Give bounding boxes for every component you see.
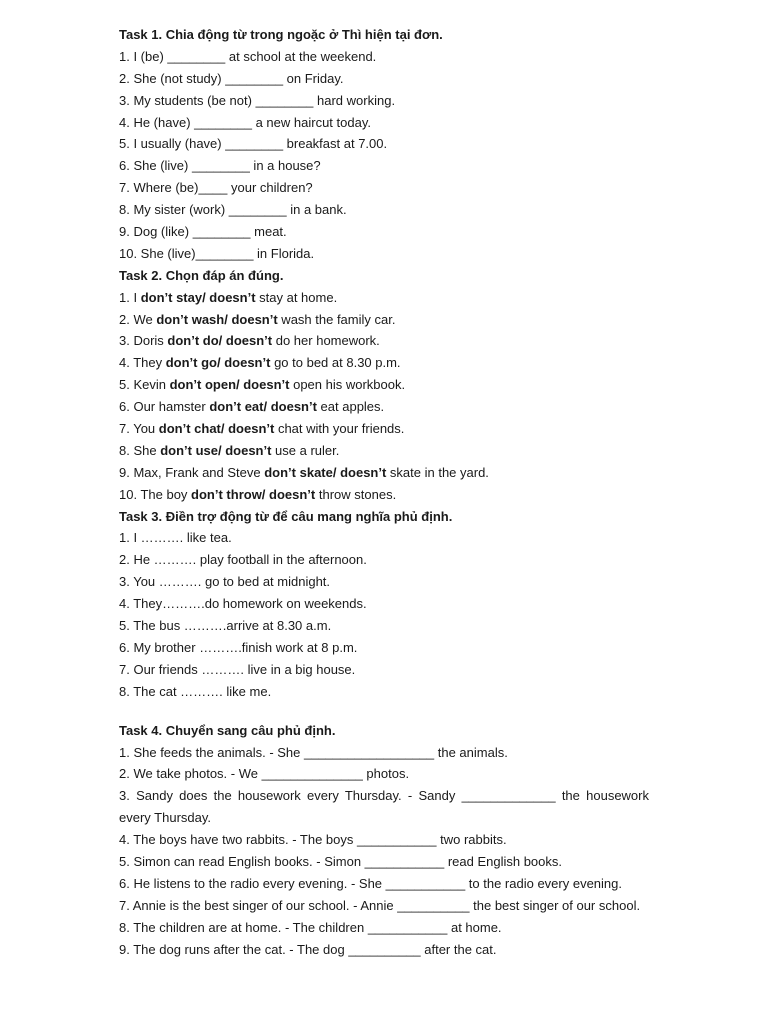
task2-item-choice: don’t eat/ doesn’t [209,399,317,415]
task2-item-prefix: 7. You [119,421,159,437]
task2-item-choice: don’t throw/ doesn’t [191,486,316,502]
worksheet-content [119,24,649,960]
task4-item: 4. The boys have two rabbits. - The boys ___________ two rabbits. [119,832,507,848]
task2-item-suffix: go to bed at 8.30 p.m. [270,355,401,371]
task3-item: 3. You ………. go to bed at midnight. [119,574,331,590]
task2-item-prefix: 4. They [119,355,166,371]
task2-item [119,352,649,374]
task2-item-prefix: 10. The boy [119,486,192,502]
task2-item [119,418,649,440]
task3-item: 8. The cat ………. like me. [119,683,272,699]
task4-item: 1. She feeds the animals. - She __________________ the animals. [119,744,508,760]
task3-title: Task 3. Điền trợ động từ để câu mang nghĩa phủ định. [119,508,453,524]
task2-item [119,309,649,331]
task2-item-choice: don’t go/ doesn’t [165,355,271,371]
task2-item-suffix: do her homework. [272,333,380,349]
task2-item [119,374,649,396]
task1-item: 10. She (live)________ in Florida. [119,245,315,261]
task3-item: 1. I ………. like tea. [119,530,232,546]
task1-item: 3. My students (be not) ________ hard working. [119,92,396,108]
task2-item-choice: don’t wash/ doesn’t [156,311,278,327]
task2-item-prefix: 9. Max, Frank and Steve [119,464,265,480]
task4-item: 3. Sandy does the housework every Thursday. - Sandy _____________ the housework every Thursday. [119,788,649,826]
task2-item-prefix: 6. Our hamster [119,399,210,415]
task1-item: 5. I usually (have) ________ breakfast at 7.00. [119,136,388,152]
task2-item [119,462,649,484]
task2-item-choice: don’t open/ doesn’t [169,377,290,393]
task2-item [119,330,649,352]
task2-item-choice: don’t use/ doesn’t [160,442,272,458]
task3-item: 4. They……….do homework on weekends. [119,596,367,612]
task1-item: 4. He (have) ________ a new haircut today. [119,114,371,130]
task2-item-suffix: use a ruler. [271,442,340,458]
task4-item: 9. The dog runs after the cat. - The dog __________ after the cat. [119,941,497,957]
task2-item-suffix: throw stones. [315,486,397,502]
task2-item-choice: don’t skate/ doesn’t [264,464,387,480]
task1-item: 9. Dog (like) ________ meat. [119,224,287,240]
task4-item: 5. Simon can read English books. - Simon ___________ read English books. [119,853,563,869]
task1-item: 6. She (live) ________ in a house? [119,158,321,174]
task2-item-prefix: 5. Kevin [119,377,170,393]
task1-item: 1. I (be) ________ at school at the weekend. [119,48,377,64]
task1-item: 7. Where (be)____ your children? [119,180,313,196]
task2-item-suffix: wash the family car. [277,311,396,327]
task2-item-choice: don’t chat/ doesn’t [158,421,275,437]
task4-item: 8. The children are at home. - The children ___________ at home. [119,919,502,935]
task2-item-suffix: skate in the yard. [386,464,489,480]
section-spacer [119,703,649,720]
task3-item: 5. The bus ……….arrive at 8.30 a.m. [119,618,332,634]
task1-title: Task 1. Chia động từ trong ngoặc ở Thì hiện tại đơn. [119,27,443,42]
task3-item: 2. He ………. play football in the afternoon. [119,552,367,568]
task2-item-suffix: eat apples. [316,399,385,415]
task4-item: 6. He listens to the radio every evening. - She ___________ to the radio every evening. [119,875,622,891]
task2-item [119,484,649,506]
task4-item: 7. Annie is the best singer of our school. - Annie __________ the best singer of our school. [119,897,641,913]
task2-item-choice: don’t do/ doesn’t [167,333,273,349]
task4-title: Task 4. Chuyển sang câu phủ định. [119,722,336,738]
task2-item-prefix: 1. I [119,289,141,305]
task3-item: 6. My brother ……….finish work at 8 p.m. [119,639,358,655]
task2-item-suffix: open his workbook. [289,377,406,393]
task1-item: 8. My sister (work) ________ in a bank. [119,202,347,218]
task2-item [119,287,649,309]
task2-item-prefix: 2. We [119,311,157,327]
task2-item-suffix: stay at home. [255,289,338,305]
task1-item: 2. She (not study) ________ on Friday. [119,70,344,86]
task2-item [119,396,649,418]
task2-item-suffix: chat with your friends. [274,421,405,437]
task2-item-prefix: 3. Doris [119,333,168,349]
task2-title: Task 2. Chọn đáp án đúng. [119,267,284,283]
task2-item-choice: don’t stay/ doesn’t [140,289,256,305]
task3-item: 7. Our friends ………. live in a big house. [119,661,356,677]
task2-item [119,440,649,462]
task4-item: 2. We take photos. - We ______________ photos. [119,766,410,782]
task2-item-prefix: 8. She [119,442,161,458]
